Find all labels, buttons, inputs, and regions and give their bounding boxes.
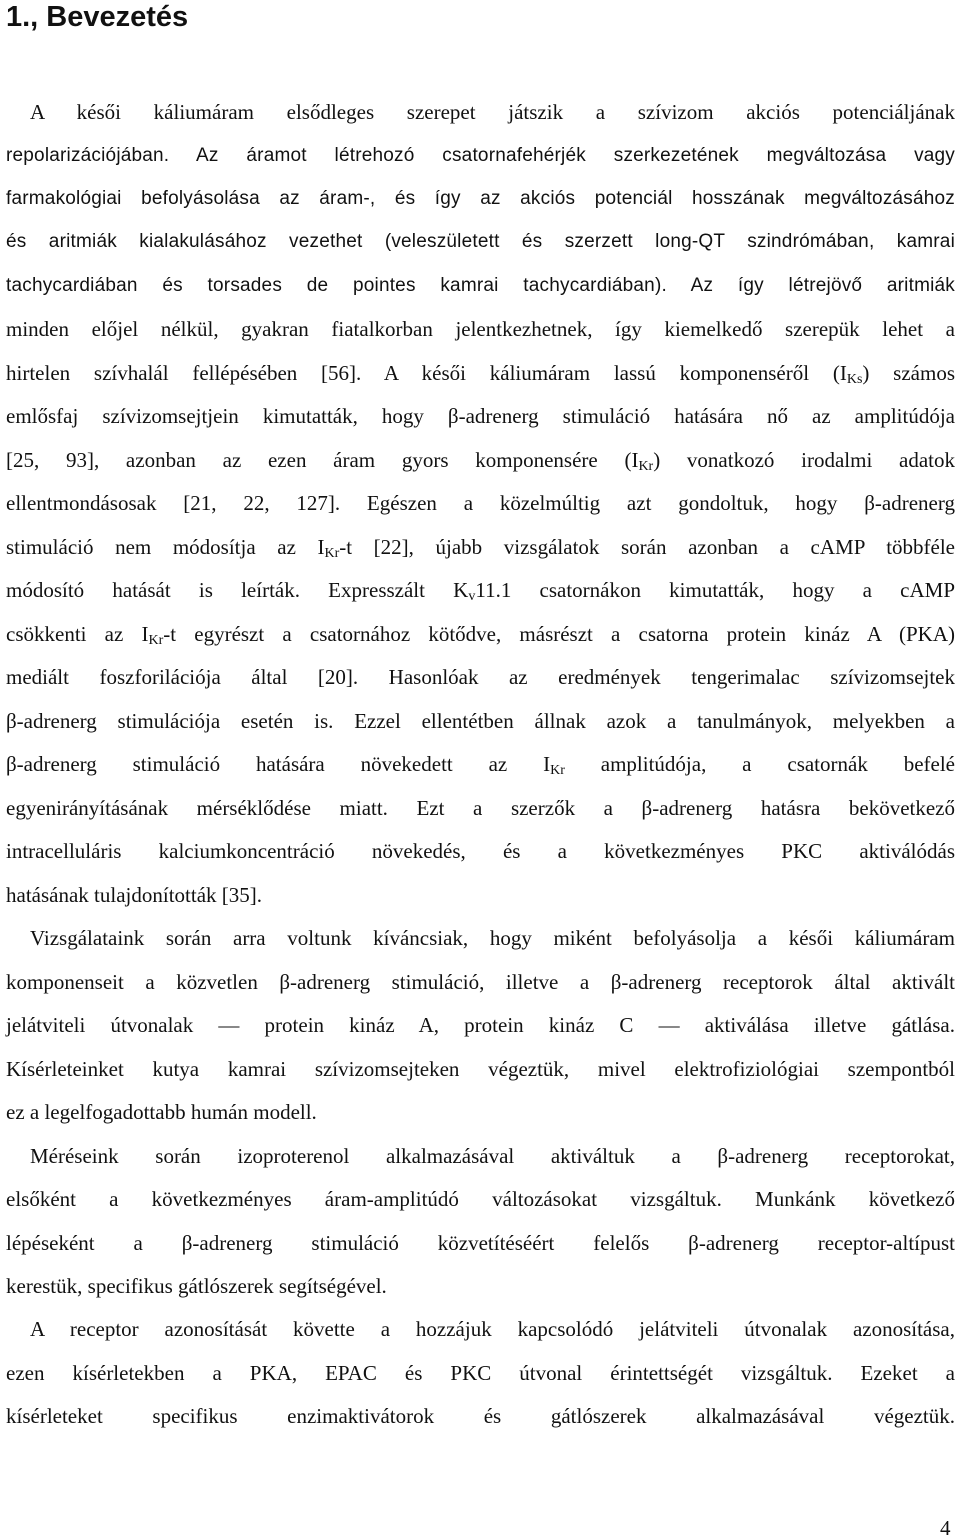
subscript: Kr bbox=[550, 763, 565, 779]
subscript: Kr bbox=[638, 458, 654, 474]
text-segment: ) vonatkozó irodalmi adatok bbox=[653, 447, 955, 472]
text-segment: amplitúdója, a csatornák befelé bbox=[564, 752, 955, 777]
text-segment: β-adrenerg stimuláció hatására növekedett az I bbox=[6, 752, 551, 777]
text-line: A késői káliumáram elsődleges szerepet játszik a szívizom akciós potenciáljának bbox=[30, 100, 955, 124]
subscript: Kr bbox=[324, 545, 340, 561]
text-line: ez a legelfogadottabb humán modell. bbox=[6, 1100, 317, 1124]
text-line: egyenirányításának mérséklődése miatt. Ezt a szerzők a β-adrenerg hatásra bekövetkező bbox=[6, 795, 955, 820]
text-line bbox=[6, 359, 955, 387]
text-line: kerestük, specifikus gátlószerek segítségével. bbox=[6, 1274, 387, 1298]
subscript: Kr bbox=[148, 632, 164, 648]
text-line: A receptor azonosítását követte a hozzájuk kapcsolódó jelátviteli útvonalak azonosítása, bbox=[30, 1317, 955, 1342]
text-segment: módosító hatását is leírták. Expresszált K bbox=[6, 578, 469, 603]
text-line bbox=[6, 533, 955, 561]
text-segment: -t [22], újabb vizsgálatok során azonban a cAMP többféle bbox=[339, 534, 955, 559]
section-heading: 1., Bevezetés bbox=[6, 1, 189, 33]
text-segment: [25, 93], azonban az ezen áram gyors komponensére (I bbox=[6, 447, 639, 472]
text-line: tachycardiában és torsades de pointes kamrai tachycardiában). Az így létrejövő aritmiák bbox=[6, 274, 955, 296]
text-line: intracelluláris kalciumkoncentráció növekedés, és a következményes PKC aktiválódás bbox=[6, 839, 955, 864]
text-line: mediált foszforilációja által [20]. Hasonlóak az eredmények tengerimalac szívizomsejtek bbox=[6, 665, 955, 690]
text-segment: stimuláció nem módosítja az I bbox=[6, 534, 325, 559]
text-segment: csökkenti az I bbox=[6, 621, 149, 646]
text-line: hatásának tulajdonították [35]. bbox=[6, 882, 263, 907]
text-line: és aritmiák kialakulásához vezethet (veleszületett és szerzett long-QT szindrómában, kamrai bbox=[6, 231, 955, 253]
text-segment: 11.1 csatornákon kimutatták, hogy a cAMP bbox=[475, 578, 955, 603]
subscript: Ks bbox=[846, 371, 863, 387]
text-line: Méréseink során izoproterenol alkalmazásával aktiváltuk a β-adrenerg receptorokat, bbox=[30, 1143, 955, 1168]
text-line: farmakológiai befolyásolása az áram-, és így az akciós potenciál hosszának megváltozásához bbox=[6, 188, 955, 209]
text-line: kísérleteket specifikus enzimaktivátorok és gátlószerek alkalmazásával végeztük. bbox=[6, 1404, 955, 1429]
text-line: repolarizációjában. Az áramot létrehozó csatornafehérjék szerkezetének megváltozása vagy bbox=[6, 144, 955, 166]
text-line bbox=[6, 446, 955, 474]
text-line: emlősfaj szívizomsejtjein kimutatták, hogy β-adrenerg stimuláció hatására nő az amplitúdója bbox=[6, 404, 955, 429]
text-line: minden előjel nélkül, gyakran fiatalkorban jelentkezhetnek, így kiemelkedő szerepük lehet a bbox=[6, 317, 955, 342]
page-number: 4 bbox=[940, 1516, 951, 1540]
text-line: Kísérleteinket kutya kamrai szívizomsejteken végeztük, mivel elektrofiziológiai szempontból bbox=[6, 1056, 955, 1081]
text-segment: hirtelen szívhalál fellépésében [56]. A késői káliumáram lassú komponenséről (I bbox=[6, 360, 847, 385]
text-line: β-adrenerg stimulációja esetén is. Ezzel ellentétben állnak azok a tanulmányok, melyekben a bbox=[6, 708, 955, 733]
text-segment: ) számos bbox=[862, 360, 955, 385]
subscript: v bbox=[468, 589, 476, 605]
text-line: jelátviteli útvonalak — protein kináz A, protein kináz C — aktiválása illetve gátlása. bbox=[6, 1013, 955, 1038]
text-line: ezen kísérletekben a PKA, EPAC és PKC útvonal érintettségét vizsgáltuk. Ezeket a bbox=[6, 1360, 955, 1385]
text-line: Vizsgálataink során arra voltunk kíváncsiak, hogy miként befolyásolja a késői káliumáram bbox=[30, 926, 955, 951]
text-line: lépéseként a β-adrenerg stimuláció közvetítéséért felelős β-adrenerg receptor-altípust bbox=[6, 1230, 955, 1255]
text-line bbox=[6, 620, 955, 648]
text-line bbox=[6, 750, 955, 778]
text-line: komponenseit a közvetlen β-adrenerg stimuláció, illetve a β-adrenerg receptorok által aktivált bbox=[6, 969, 955, 994]
text-segment: -t egyrészt a csatornához kötődve, másrészt a csatorna protein kináz A (PKA) bbox=[163, 621, 955, 646]
text-line bbox=[6, 576, 955, 604]
text-line: elsőként a következményes áram-amplitúdó változásokat vizsgáltuk. Munkánk következő bbox=[6, 1187, 955, 1211]
text-line: ellentmondásosak [21, 22, 127]. Egészen a közelmúltig azt gondoltuk, hogy β-adrenerg bbox=[6, 491, 955, 516]
